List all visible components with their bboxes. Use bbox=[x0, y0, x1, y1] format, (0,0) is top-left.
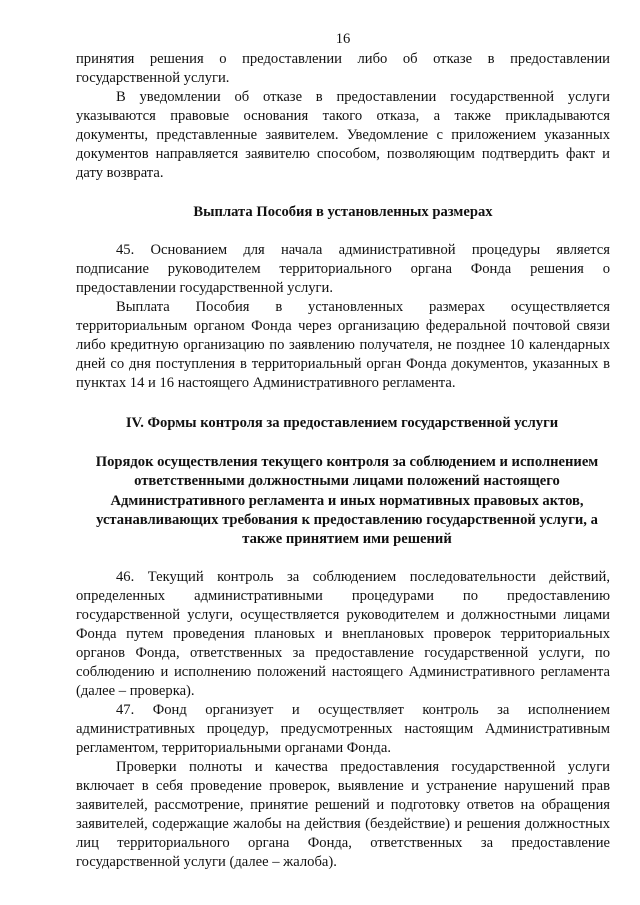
paragraph-45: 45. Основанием для начала административной процедуры является подписание руководителем территориального органа Фонда решения о предоставлении государственной услуги. bbox=[76, 242, 610, 296]
chapter-heading: IV. Формы контроля за предоставлением государственной услуги bbox=[125, 415, 559, 431]
section-heading: Выплата Пособия в установленных размерах bbox=[193, 204, 493, 220]
paragraph-refusal-notice: В уведомлении об отказе в предоставлении государственной услуги указываются правовые основания такого отказа, а также прикладываются документы, представленные заявителем. Уведомление с приложением указанных документов направляется заявителю способом, позволяющим подтвердить факт и дату возврата. bbox=[76, 89, 610, 181]
paragraph-continuation: принятия решения о предоставлении либо об отказе в предоставлении государственной услуги. bbox=[76, 51, 610, 86]
paragraph-46: 46. Текущий контроль за соблюдением последовательности действий, определенных административными процедурами по предоставлению государственной услуги, осуществляется руководителем и должностными лицами Фонда путем проведения плановых и внеплановых проверок территориальных органов Фонда, ответственных за предоставление государственной услуги, по соблюдению и исполнению положений настоящего Административного регламента (далее – проверка). bbox=[76, 569, 610, 700]
paragraph-47: 47. Фонд организует и осуществляет контроль за исполнением административных процедур, предусмотренных настоящим Административным регламентом, территориальными органами Фонда. bbox=[76, 702, 610, 757]
paragraph-inspections: Проверки полноты и качества предоставления государственной услуги включает в себя проведение проверок, выявление и устранение нарушений прав заявителей, рассмотрение, принятие решений и подготовку ответов на обращения заявителей, содержащие жалобы на действия (бездействие) и решения должностных лиц территориального органа Фонда, ответственных за предоставление государственной услуги (далее – жалоба). bbox=[76, 759, 610, 871]
subheading: Порядок осуществления текущего контроля за соблюдением и исполнением ответственными должностными лицами положений настоящего Административного регламента и иных нормативных правовых актов, устанавливающих требования к предоставлению государственной услуги, а также принятием ими решений bbox=[95, 454, 599, 548]
page-number: 16 bbox=[335, 31, 351, 47]
paragraph-payment: Выплата Пособия в установленных размерах осуществляется территориальным органом Фонда через организацию федеральной почтовой связи либо кредитную организацию по заявлению получателя, не позднее 10 календарных дней со дня поступления в территориальный орган Фонда документов, указанных в пунктах 14 и 16 настоящего Административного регламента. bbox=[76, 299, 610, 391]
